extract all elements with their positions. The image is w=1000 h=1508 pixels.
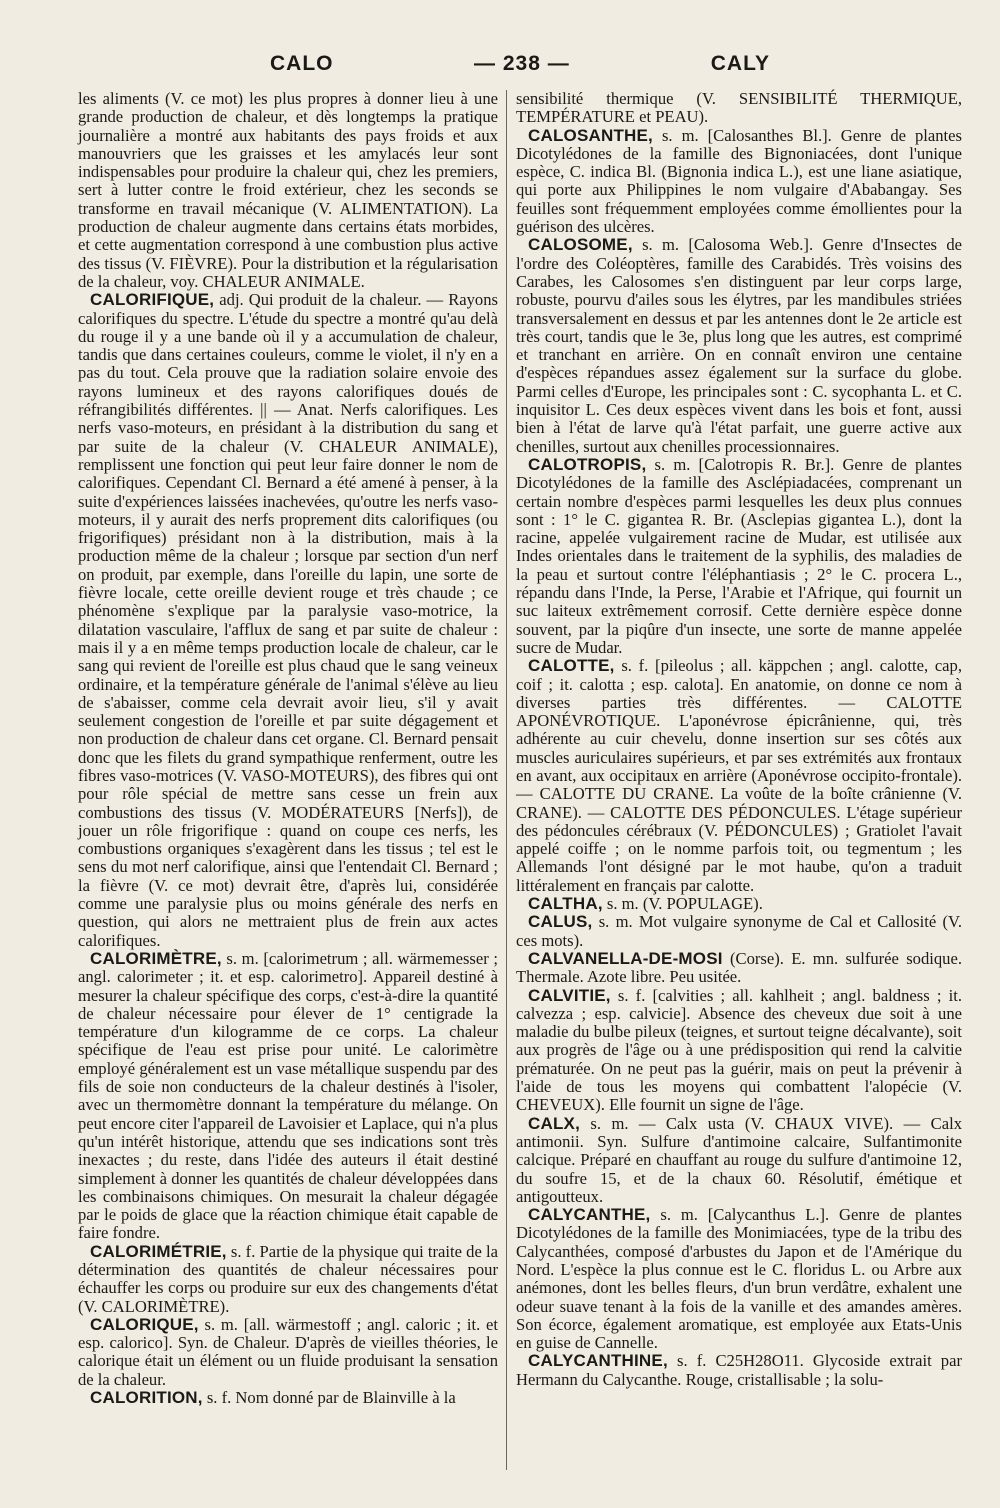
entry-caltha <box>516 895 962 913</box>
headword: CALORIMÈTRE, <box>90 948 222 968</box>
headword: CALVANELLA-DE-MOSI <box>528 948 723 968</box>
entry-text: s. m. [Calotropis R. Br.]. Genre de plantes Dicotylédones de la famille des Asclépiadacées, comprenant un certain nombre d'espèces parmi lesquelles les deux plus connues sont : 1° le C. gigantea R. Br. (Asclepias gigantea L.), dont la racine, appelée vulgairement racine de Mudar, est utilisée aux Indes orientales dans le traitement de la syphilis, des maladies de la peau et surtout contre l'éléphantiasis ; 2° le C. procera L., répandu dans l'Inde, la Perse, l'Arabie et l'Afrique, qui fournit un suc laiteux extrêmement corrosif. Cette dernière espèce donne souvent, par la piqûre d'un insecte, une sorte de manne appelée sucre de Mudar. <box>516 454 962 657</box>
entry-text: s. m. (V. POPULAGE). <box>602 894 763 914</box>
headword: CALOSOME, <box>528 235 633 255</box>
entry-calosanthe <box>516 127 962 237</box>
entry-text: s. m. [all. wärmestoff ; angl. caloric ; it. et esp. calorico]. Syn. de Chaleur. D'après de vieilles théories, le calorique était un élément ou un fluide produisant la sensation de la chaleur. <box>78 1314 498 1389</box>
headword: CALORIQUE, <box>90 1314 199 1334</box>
entry-calorition <box>78 1389 498 1407</box>
entry-aliments <box>78 90 498 291</box>
entry-text: s. m. [Calosanthes Bl.]. Genre de plantes Dicotylédones de la famille des Bignoniacées, dont l'unique espèce, C. indica Bl. (Bignonia indica L.), est une liane asiatique, qui porte aux Philippines le nom vulgaire d'Ababangay. Ses feuilles sont fréquemment employées comme émollientes pour la guérison des ulcères. <box>516 125 962 237</box>
entry-calvitie <box>516 987 962 1115</box>
headword: CALX, <box>528 1113 580 1133</box>
headword: CALVITIE, <box>528 985 611 1005</box>
entry-calorique <box>78 1316 498 1389</box>
entry-text: s. m. Mot vulgaire synonyme de Cal et Callosité (V. ces mots). <box>516 912 962 950</box>
entry-text: les aliments (V. ce mot) les plus propres à donner lieu à une grande production de chaleur, et dès longtemps la pratique journalière a montré aux habitants des pays froids et aux manouvriers que les graisses et les amylacés leur sont indispensables pour produire la chaleur qui, chez les premiers, sert à lutter contre le froid extérieur, chez les seconds se transforme en travail mécanique (V. ALIMENTATION). La production de chaleur augmente dans certains états morbides, et cette augmentation correspond à une combustion plus active des tissus (V. FIÈVRE). Pour la distribution et la régularisation de la chaleur, voy. CHALEUR ANIMALE. <box>78 89 498 291</box>
entry-text: s. f. Nom donné par de Blainville à la <box>202 1388 456 1408</box>
entry-text: s. f. [pileolus ; all. käppchen ; angl. calotte, cap, coif ; it. calotta ; esp. calota]. En anatomie, on donne ce nom à diverses parties très différentes. — CALOTTE APONÉVROTIQUE. L'aponévrose épicrânienne, qui, très adhérente au cuir chevelu, donne insertion sur ses côtés aux muscles auriculaires supérieurs, et par ses extrémités aux frontaux en avant, aux occipitaux en arrière (Aponévrose occipito-frontale). — CALOTTE DU CRANE. La voûte de la boîte crânienne (V. CRANE). — CALOTTE DES PÉDONCULES. L'étage supérieur des pédoncules cérébraux (V. PÉDONCULES) ; Gratiolet l'avait appelé coiffe ; on le nomme parfois toit, ou tegmentum ; les Allemands l'ont désigné par le mot haube, qu'on a traduit littéralement en français par calotte. <box>516 656 962 895</box>
column-rule <box>506 90 507 1470</box>
entry-text: adj. Qui produit de la chaleur. — Rayons calorifiques du spectre. L'étude du spectre a montré qu'au delà du rouge il y a une bande où il y a accumulation de chaleur, tandis que dans certaines couleurs, comme le violet, il n'y en a pas du tout. Cela prouve que la radiation solaire envoie des rayons lumineux et des rayons calorifiques doués de réfrangibilités différentes. || — Anat. Nerfs calorifiques. Les nerfs vaso-moteurs, en présidant à la distribution du sang et par suite de la chaleur (V. CHALEUR ANIMALE), remplissent une fonction qui peut leur faire donner le nom de calorifiques. Cependant Cl. Bernard a été amené à penser, à la suite d'expériences laissées inachevées, qu'outre les nerfs vaso-moteurs, il y aurait des nerfs proprement dits calorifiques (ou frigorifiques) présidant non à la distribution, mais à la production même de la chaleur ; lorsque par section d'un nerf on produit, par exemple, dans l'oreille du lapin, une sorte de fièvre locale, cette oreille devient rouge et très chaude ; ce phénomène s'explique par la paralysie vaso-motrice, la dilatation vasculaire, l'afflux de sang et par suite de chaleur : mais il y a en même temps production locale de chaleur, car le sang qui revient de l'oreille est plus chaud que le sang veineux ordinaire, et la température générale de l'animal s'élève au lieu de s'abaisser, comme cela devrait avoir lieu, s'il y avait seulement congestion de l'oreille et par suite dégagement et non production de chaleur dans cet organe. Cl. Bernard pensait donc que les filets du grand sympathique renferment, outre les fibres vaso-motrices (V. VASO-MOTEURS), des fibres qui ont pour rôle spécial de mettre sans cesse un frein aux combustions des tissus (V. MODÉRATEURS [Nerfs]), de jouer un rôle frigorifique : quand on coupe ces nerfs, les combustions organiques s'exagèrent dans les tissus ; tel est le sens du mot nerf calorifique, ainsi que l'entendait Cl. Bernard ; la fièvre (V. ce mot) devrait être, d'après lui, considérée comme une paralysie plus ou moins générale des nerfs en question, qui alors ne mettraient plus de frein aux actes calorifiques. <box>78 290 498 950</box>
headword: CALTHA, <box>528 894 603 914</box>
entry-calorimetre <box>78 950 498 1243</box>
entry-text: sensibilité thermique (V. SENSIBILITÉ THERMIQUE, TEMPÉRATURE et PEAU). <box>516 89 962 127</box>
right-column <box>516 90 962 1389</box>
entry-text: (Corse). E. mn. sulfurée sodique. Thermale. Azote libre. Peu usitée. <box>516 948 962 987</box>
left-column <box>78 90 498 1407</box>
headword: CALORIMÉTRIE, <box>90 1241 227 1261</box>
entry-text: s. f. C25H28O11. Glycoside extrait par Hermann du Calycanthe. Rouge, cristallisable ; la solu- <box>516 1351 962 1389</box>
headword: CALYCANTHE, <box>528 1205 651 1225</box>
headword: CALOSANTHE, <box>528 125 653 145</box>
page-number: — 238 — <box>474 52 570 75</box>
header-left-word: CALO <box>270 52 334 75</box>
entry-text: s. f. Partie de la physique qui traite de la détermination des quantités de chaleur nécessaires pour échauffer les corps ou produire sur eux des changements d'état (V. CALORIMÈTRE). <box>78 1241 498 1316</box>
headword: CALUS, <box>528 912 593 932</box>
entry-calotte <box>516 657 962 895</box>
entry-calvanella <box>516 950 962 987</box>
entry-text: s. f. [calvities ; all. kahlheit ; angl. baldness ; it. calvezza ; esp. calvicie]. Absence des cheveux due soit à une maladie du bulbe pileux (teignes, et surtout teigne décalvante), soit aux progrès de l'âge ou à une prédisposition qui rend la calvitie prématurée. On ne peut pas la guérir, mais on peut la prévenir à l'aide de tous les moyens qui combattent l'alopécie (V. CHEVEUX). Elle fournit un signe de l'âge. <box>516 985 962 1115</box>
entry-calx <box>516 1115 962 1206</box>
entry-text: s. m. — Calx usta (V. CHAUX VIVE). — Calx antimonii. Syn. Sulfure d'antimoine calcaire, Sulfantimonite calcique. Préparé en chauffant au rouge du sulfure d'antimoine 12, du soufre 15, et de la chaux 60. Résolutif, émétique et antigoutteux. <box>516 1113 962 1206</box>
entry-text: s. m. [Calosoma Web.]. Genre d'Insectes de l'ordre des Coléoptères, famille des Carabidés. Très voisins des Carabes, les Calosomes s'en distinguent par leur corps large, robuste, pourvu d'ailes sous les élytres, par les mandibules striées transversalement en dessus et par les antennes dont le 2e article est très court, tandis que le 3e, plus long que les autres, est comprimé et tranchant en arrière. On en connaît environ une centaine d'espèces répandues assez également sur la surface du globe. Parmi celles d'Europe, les principales sont : C. sycophanta L. et C. inquisitor L. Ces deux espèces vivent dans les bois et font, aussi bien à l'état de larve qu'à l'état parfait, une guerre active aux chenilles, surtout aux chenilles processionnaires. <box>516 235 962 456</box>
headword: CALORIFIQUE, <box>90 290 215 310</box>
headword: CALORITION, <box>90 1388 203 1408</box>
entry-calus <box>516 913 962 950</box>
running-header <box>82 52 948 92</box>
entry-calorifique <box>78 291 498 950</box>
entry-calorimetrie <box>78 1243 498 1316</box>
entry-calycanthe <box>516 1206 962 1352</box>
headword: CALOTTE, <box>528 656 615 676</box>
headword: CALOTROPIS, <box>528 454 647 474</box>
entry-text: s. m. [calorimetrum ; all. wärmemesser ; angl. calorimeter ; it. et esp. calorimetro]. Appareil destiné à mesurer la chaleur spécifique des corps, c'est-à-dire la quantité de chaleur nécessaire pour élever de 1° centigrade la température d'un kilogramme de ce corps. La chaleur spécifique de l'eau est prise pour unité. Le calorimètre employé généralement est un vase métallique suspendu par des fils de soie non conducteurs de la chaleur destinés à l'isoler, avec un thermomètre donnant la température du mélange. On peut encore citer l'appareil de Lavoisier et Laplace, qui n'a plus qu'un intérêt historique, attendu que ses indications sont très inexactes ; du reste, dans l'idée des auteurs il était destiné simplement à donner les quantités de chaleur développées dans les combinaisons chimiques. On mesurait la chaleur dégagée par le poids de glace que la réaction chimique était capable de faire fondre. <box>78 948 498 1243</box>
entry-calosome <box>516 236 962 456</box>
entry-calycanthine <box>516 1352 962 1389</box>
header-right-word: CALY <box>710 52 770 75</box>
entry-calotropis <box>516 456 962 657</box>
headword: CALYCANTHINE, <box>528 1351 668 1371</box>
entry-text: s. m. [Calycanthus L.]. Genre de plantes Dicotylédones de la famille des Monimiacées, type de la tribu des Calycanthées, composé d'arbustes du Japon et de l'Amérique du Nord. L'espèce la plus connue est le C. floridus L. ou Arbre aux anémones, dont les belles fleurs, d'un brun verdâtre, exhalent une odeur suave tenant à la fois de la vanille et des amandes amères. Son écorce, également aromatique, est employée aux Etats-Unis en guise de Cannelle. <box>516 1205 962 1353</box>
entry-sensibilite <box>516 90 962 127</box>
